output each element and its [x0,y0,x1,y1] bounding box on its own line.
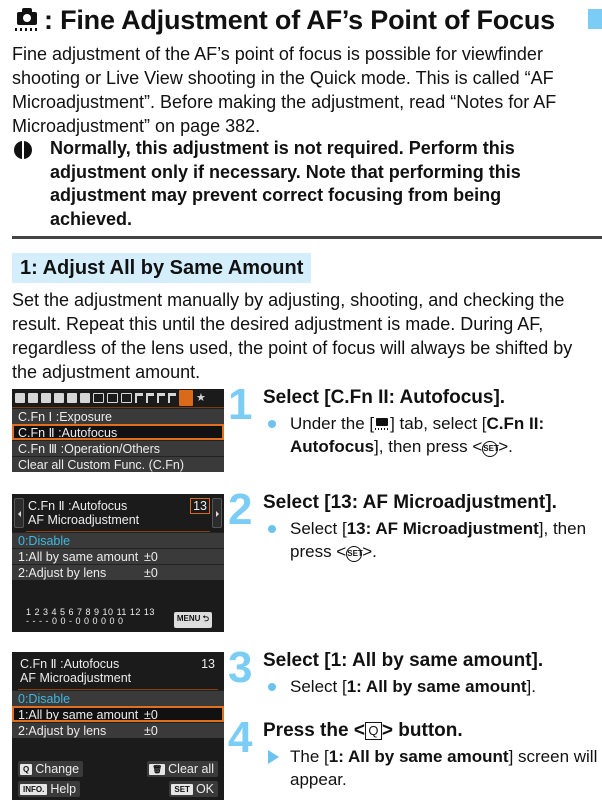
custom-functions-tab-icon [179,390,193,406]
chapter-tab-marker [588,9,602,29]
bullet-icon [268,420,276,428]
set-button-icon: SET [482,441,498,457]
option-label: 1:All by same amount [18,550,139,564]
menu-item-clear-all: Clear all Custom Func. (C.Fn) [12,456,224,472]
text: Select [ [290,677,347,696]
step-title: Select [13: AF Microadjustment]. [263,492,557,513]
camera-screen-af-microadjustment [12,494,224,632]
menu-return-icon: MENU ⮌ [174,612,212,628]
ok-hint [169,781,218,797]
step-number: 1 [228,380,253,429]
header-function: AF Microadjustment [28,513,140,527]
help-label: Help [50,782,77,796]
menu-tab-bar [12,389,224,408]
step-title: Select [1: All by same amount]. [263,650,544,671]
text-bold: C.Fn II: Autofocus [290,414,545,456]
step-number: 4 [228,713,253,762]
bullet-icon [268,525,276,533]
option-adjust-by-lens [12,564,224,580]
caution-note [12,137,596,231]
screen-header [26,494,210,532]
arrow-left-icon [14,498,24,528]
option-amount: ±0 [144,550,158,564]
playback-tab-icon [107,393,118,403]
option-amount: ±0 [144,708,158,722]
ok-label: OK [195,782,214,796]
section-divider [12,236,602,239]
info-button-icon: INFO. [20,784,47,795]
text: ] tab, select [ [390,414,487,433]
option-amount: ±0 [144,566,158,580]
option-label: 2:Adjust by lens [18,566,107,580]
step-number: 3 [228,643,253,692]
text: >. [498,437,513,456]
text: Select [ [290,519,347,538]
text: Under the [ [290,414,375,433]
step-body [290,517,600,563]
step-body [290,675,600,698]
step-title [263,720,463,742]
text-bold: 1: All by same amount [328,747,509,766]
step-body [290,412,600,458]
header-category: C.Fn Ⅱ :Autofocus [28,499,128,513]
ladder-numbers: 1 2 3 4 5 6 7 8 9 10 11 12 13 [26,607,155,617]
text-bold: 1: All by same amount [346,677,527,696]
text-bold: 13: AF Microadjustment [346,519,539,538]
camera-screen-custom-functions-menu [12,389,224,472]
shooting-tab-icon [80,393,90,403]
option-all-same-amount [12,706,224,722]
set-button-icon: SET [346,546,362,562]
screen-header [18,652,218,690]
function-number: 13 [201,657,215,671]
option-label: 1:All by same amount [18,708,139,722]
text: ], then press < [290,519,587,561]
shooting-tab-icon [41,393,51,403]
playback-tab-icon [121,393,132,403]
page-title [12,2,602,38]
menu-item-cfn-operation: C.Fn Ⅲ :Operation/Others [12,440,224,456]
step-number: 2 [228,485,253,534]
custom-function-camera-icon [374,416,390,430]
shooting-tab-icon [28,393,38,403]
header-function: AF Microadjustment [20,671,132,685]
option-label: 0:Disable [18,534,71,548]
function-settings-ladder [26,608,155,626]
section-heading: 1: Adjust All by Same Amount [12,253,311,283]
text: ] screen will appear. [290,747,598,789]
playback-tab-icon [93,393,104,403]
option-amount: ±0 [144,724,158,738]
my-menu-star-icon: ★ [196,392,206,404]
option-disable [12,532,224,548]
intro-paragraph: Fine adjustment of the AF’s point of focus is possible for viewfinder shooting or Live View shooting in the Quick mode. This is called “AF Microadjustment”. Before making the adjustment, read “Notes for AF Microadjustment” on page 382. [12,44,557,136]
help-hint [18,781,80,797]
shooting-tab-icon [15,393,25,403]
section-body: Set the adjustment manually by adjusting, shooting, and checking the result. Repeat this until the desired adjustment is made. During AF, regardless of the lens used, the point of focus will always be shifted by the adjustment amount. [12,290,573,382]
step-title: Select [C.Fn II: Autofocus]. [263,387,506,408]
option-label: 2:Adjust by lens [18,724,107,738]
bullet-icon [268,683,276,691]
text: Press the < [263,720,365,741]
q-button-icon: Q [365,722,382,740]
set-button-icon: SET [171,784,193,795]
arrow-right-icon [212,498,222,528]
clear-all-hint [147,761,218,777]
custom-function-camera-icon [12,7,42,33]
camera-screen-all-by-same-amount-selected [12,652,224,800]
text: > button. [381,720,463,741]
result-arrow-icon [268,750,279,764]
step-body [290,745,600,791]
setup-tab-icon [135,393,143,403]
setup-tab-icon [146,393,154,403]
menu-item-cfn-autofocus: C.Fn Ⅱ :Autofocus [12,424,224,440]
caution-text: Normally, this adjustment is not required. Perform this adjustment only if necessary. Note that performing this adjustment may prevent correct focusing from being achieved. [50,138,521,229]
change-label: Change [35,762,80,776]
q-button-icon: Q [20,764,32,775]
menu-item-cfn-exposure: C.Fn Ⅰ :Exposure [12,408,224,424]
trash-icon: 🗑 [149,764,165,775]
caution-icon [12,140,36,162]
text: The [ [290,747,329,766]
change-hint [18,761,83,777]
shooting-tab-icon [54,393,64,403]
option-adjust-by-lens [12,722,224,738]
page-title-text: : Fine Adjustment of AF’s Point of Focus [44,4,555,35]
text: ], then press < [374,437,483,456]
setup-tab-icon [168,393,176,403]
ladder-values: - - - - 0 0 - 0 0 0 0 0 0 [26,616,124,626]
header-category: C.Fn Ⅱ :Autofocus [20,657,120,671]
shooting-tab-icon [67,393,77,403]
function-number: 13 [190,498,210,514]
text: ]. [526,677,536,696]
option-disable [12,690,224,706]
option-all-same-amount [12,548,224,564]
clear-all-label: Clear all [168,762,214,776]
setup-tab-icon [157,393,165,403]
option-label: 0:Disable [18,692,71,706]
text: >. [362,542,377,561]
